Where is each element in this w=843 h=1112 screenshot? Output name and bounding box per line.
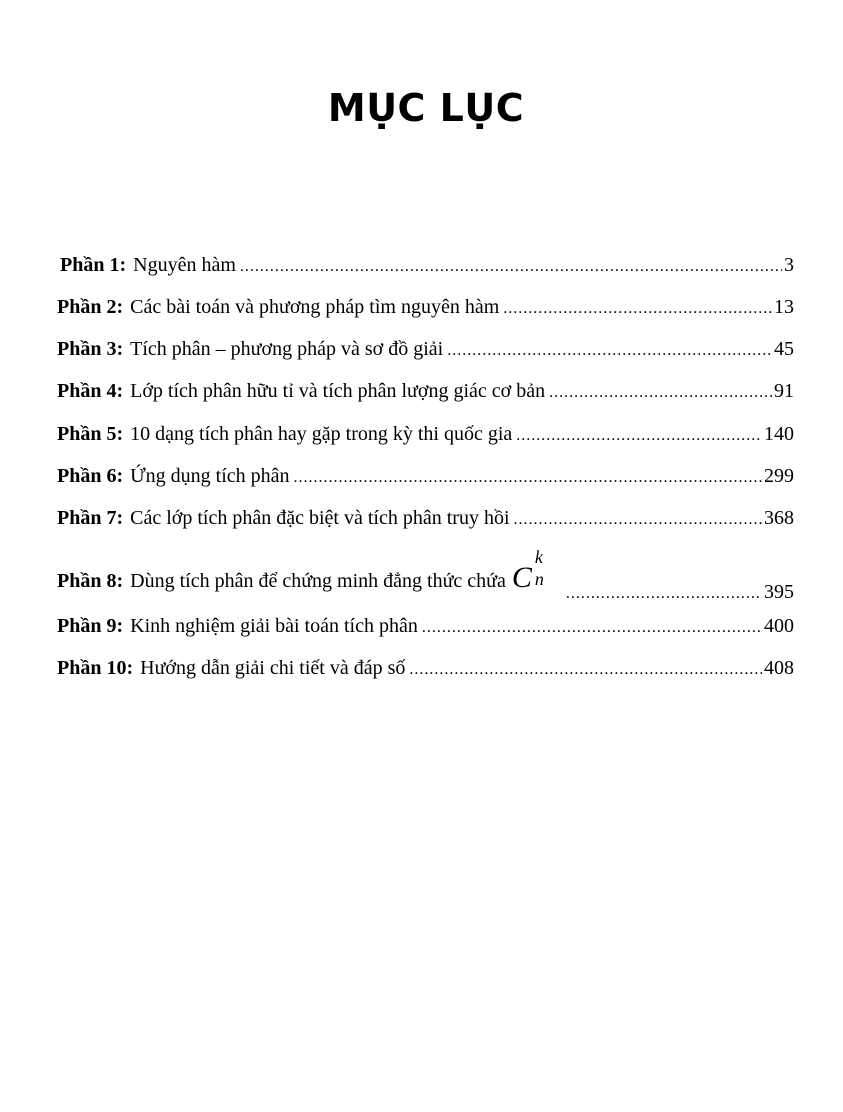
toc-entry-title: Hướng dẫn giải chi tiết và đáp số [140, 657, 406, 679]
toc-entry-7[interactable]: Phần 7 : Các lớp tích phân đặc biệt và tích phân truy hồi ..... 368 [57, 507, 794, 530]
toc-entry-title: 10 dạng tích phân hay gặp trong kỳ thi quốc gia [130, 423, 513, 445]
toc-leader-dots [516, 427, 762, 445]
toc-entry-page: 13 [774, 296, 794, 318]
toc-entry-page: 400 [764, 615, 794, 637]
toc-entry-3[interactable]: Phần 3 : Tích phân – phương pháp và sơ đồ giải ..... 45 [57, 338, 794, 361]
toc-leader-dots [447, 342, 772, 360]
toc-entry-label: Phần 5 [57, 423, 117, 445]
toc-leader-dots [422, 619, 762, 637]
toc-entry-page: 299 [764, 465, 794, 487]
toc-leader-dots [294, 469, 762, 487]
toc-entry-title: Các bài toán và phương pháp tìm nguyên hàm [130, 296, 500, 318]
toc-entry-9[interactable]: Phần 9 : Kinh nghiệm giải bài toán tích phân ..... 400 [57, 615, 794, 638]
toc-leader-dots [566, 585, 762, 603]
toc-entry-5[interactable]: Phần 5 : 10 dạng tích phân hay gặp trong kỳ thi quốc gia ..... 140 [57, 423, 794, 446]
toc-entry-6[interactable]: Phần 6 : Ứng dụng tích phân ..... 299 [57, 465, 794, 488]
toc-entry-page: 140 [764, 423, 794, 445]
toc-entry-label: Phần 8 [57, 570, 117, 592]
toc-entry-label: Phần 3 [57, 338, 117, 360]
toc-leader-dots [240, 258, 782, 276]
toc-entry-label: Phần 9 [57, 615, 117, 637]
toc-entry-1[interactable]: Phần 1 : Nguyên hàm ..... 3 [57, 254, 794, 277]
toc-entry-page: 45 [774, 338, 794, 360]
binomial-coefficient-formula: C k n [511, 547, 544, 594]
toc-entry-title: Lớp tích phân hữu tỉ và tích phân lượng giác cơ bản [130, 380, 546, 402]
toc-leader-dots [549, 384, 772, 402]
toc-leader-dots [514, 511, 763, 529]
toc-entry-page: 91 [774, 380, 794, 402]
toc-entry-page: 3 [784, 254, 794, 276]
toc-entry-2[interactable]: Phần 2 : Các bài toán và phương pháp tìm nguyên hàm ..... 13 [57, 296, 794, 319]
toc-entry-label: Phần 4 [57, 380, 117, 402]
toc-entry-title: Kinh nghiệm giải bài toán tích phân [130, 615, 418, 637]
toc-entry-label: Phần 6 [57, 465, 117, 487]
toc-entry-page: 408 [764, 657, 794, 679]
page-title: MỤC LỤC [327, 86, 525, 130]
toc-entry-4[interactable]: Phần 4 : Lớp tích phân hữu tỉ và tích phân lượng giác cơ bản ..... 91 [57, 380, 794, 403]
toc-entry-page: 395 [764, 581, 794, 603]
toc-entry-label: Phần 2 [57, 296, 117, 318]
toc-leader-dots [503, 300, 772, 318]
toc-entry-title: Tích phân – phương pháp và sơ đồ giải [130, 338, 444, 360]
toc-entry-page: 368 [764, 507, 794, 529]
toc-entry-title: Các lớp tích phân đặc biệt và tích phân truy hồi [130, 507, 510, 529]
toc-entry-title: Dùng tích phân để chứng minh đẳng thức chứa [130, 570, 506, 592]
toc-leader-dots [409, 661, 762, 679]
toc-entry-label: Phần 7 [57, 507, 117, 529]
toc-entry-label: Phần 10 [57, 657, 127, 679]
toc-entry-label: Phần 1 [60, 254, 120, 276]
toc-entry-8[interactable]: Phần 8 : Dùng tích phân để chứng minh đẳng thức chứa C k n ..... 395 [57, 561, 794, 595]
toc-entry-10[interactable]: Phần 10 : Hướng dẫn giải chi tiết và đáp số ..... 408 [57, 657, 794, 680]
toc-entry-title: Ứng dụng tích phân [130, 465, 290, 487]
toc-entry-title: Nguyên hàm [133, 254, 236, 276]
